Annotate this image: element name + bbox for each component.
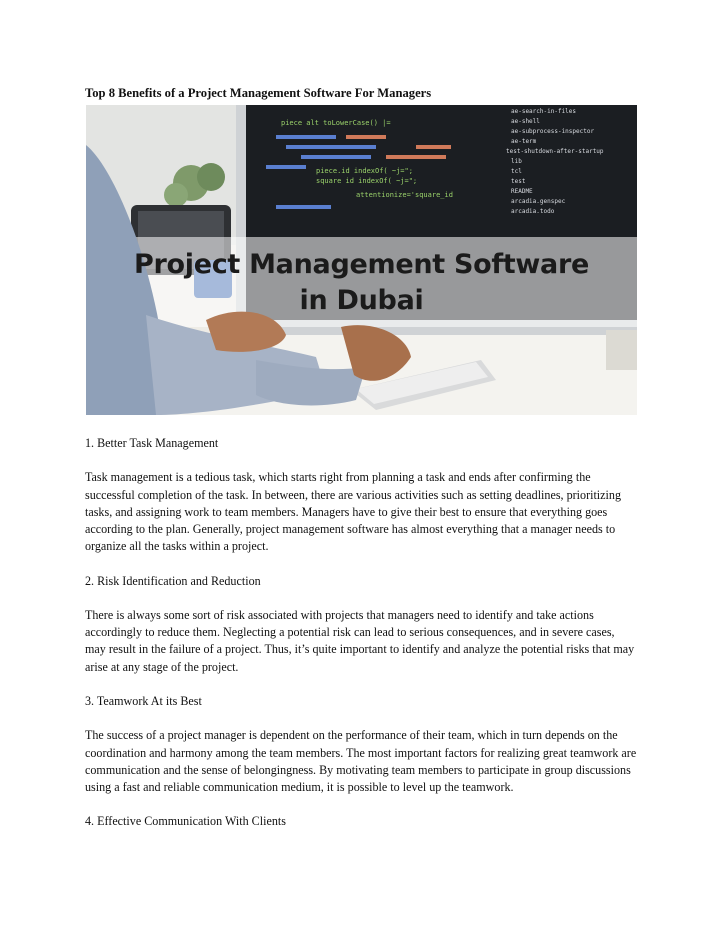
hero-caption-line1: Project Management Software [133,249,589,280]
section-heading: 2. Risk Identification and Reduction [85,573,261,588]
file-tree-item: ae-search-in-files [511,108,577,115]
section-heading: 1. Better Task Management [85,436,219,450]
hero-image [86,105,637,415]
section-heading: 3. Teamwork At its Best [85,693,202,708]
code-line: piece.id indexOf( ~j="; [316,167,413,175]
article-body [85,435,637,848]
section-paragraph: Task management is a tedious task, which starts right from planning a task and ends after confirming the successful completion of the task. In between, there are various activities such as setting deadlines, prioritizing tasks, and assigning work to team members. Managers have to give their best to ensure that everything goes according to the plan. Generally, project management software has almost everything that a manager needs to organize all the tasks within a project. [85,470,621,554]
file-tree-item: lib [511,158,522,165]
code-line: piece alt toLowerCase() |= [281,119,391,127]
file-tree-item: ae-shell [511,118,540,125]
article-title: Top 8 Benefits of a Project Management Software For Managers [85,86,432,100]
file-tree-item: arcadia.genspec [511,198,566,205]
file-tree-item: arcadia.todo [511,208,555,215]
code-line: square id indexOf( ~j="; [316,177,418,185]
section-paragraph: The success of a project manager is dependent on the performance of their team, which in turn depends on the coordination and harmony among the team members. The most important factors for realizing great teamwork are communication and the sense of belongingness. By motivating team members to participate in group discussions using a fast and reliable communication medium, it is possible to level up the teamwork. [85,728,637,794]
code-line: attentionize='square_id [356,191,453,199]
section-heading: 4. Effective Communication With Clients [85,814,286,829]
section-paragraph: There is always some sort of risk associated with projects that managers need to identify and take actions accordingly to reduce them. Neglecting a potential risk can lead to serious consequences, and in severe cases, may result in the failure of a project. Thus, it’s quite important to identify and analyze the potential risks that may arise at any stage of the project. [85,607,635,674]
hero-caption-line2: in Dubai [299,285,424,316]
file-tree-item: test [511,178,526,185]
file-tree-item: tcl [511,168,522,175]
file-tree-item: README [511,188,533,195]
file-tree-item: test-shutdown-after-startup [506,148,604,155]
file-tree-item: ae-term [511,138,537,145]
file-tree-item: ae-subprocess-inspector [511,128,595,135]
